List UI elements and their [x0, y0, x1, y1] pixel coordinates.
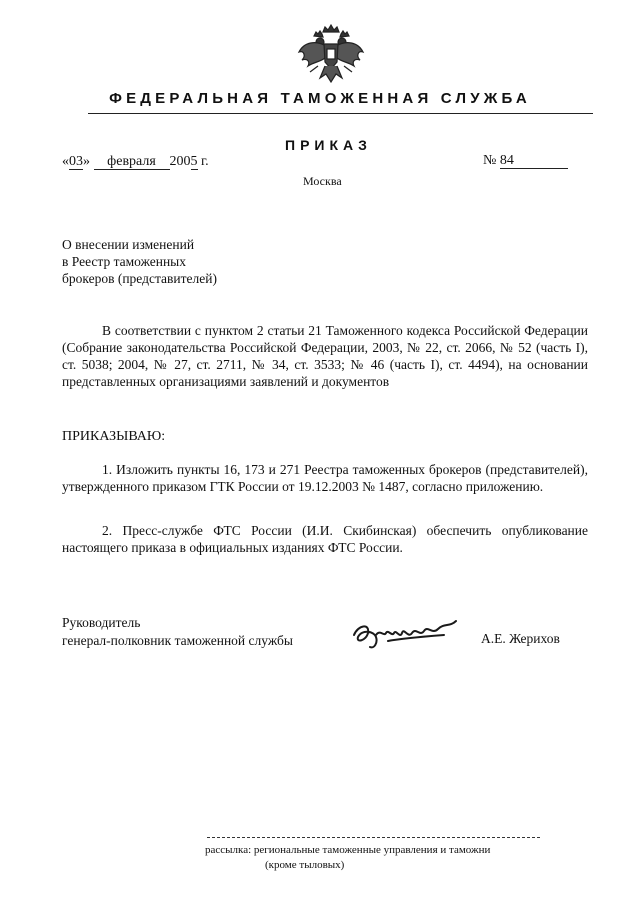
- signer-name: А.Е. Жерихов: [481, 631, 560, 646]
- order-date: «03» февраля 2005 г.: [62, 154, 209, 169]
- order-item-1: 1. Изложить пункты 16, 173 и 271 Реестра таможенных брокеров (представителей), утвержденного приказом ГТК России от 19.12.2003 № 1487, согласно приложению.: [62, 462, 588, 494]
- subject-line: О внесении изменений: [62, 237, 195, 252]
- agency-name: ФЕДЕРАЛЬНАЯ ТАМОЖЕННАЯ СЛУЖБА: [109, 90, 531, 107]
- subject-line: в Реестр таможенных: [62, 254, 187, 269]
- order-number: [483, 153, 568, 169]
- signer-title: [62, 614, 293, 650]
- date-month: февраля: [94, 155, 170, 170]
- city: Москва: [303, 174, 342, 188]
- number-value: 84: [500, 154, 568, 169]
- distribution-list: [205, 843, 550, 873]
- order-word: ПРИКАЗЫВАЮ:: [62, 429, 166, 444]
- order-item-2: 2. Пресс-службе ФТС России (И.И. Скибинская) обеспечить опубликование настоящего приказа в официальных изданиях ФТС России.: [62, 523, 588, 555]
- signer-title-line: генерал-полковник таможенной службы: [62, 633, 293, 648]
- date-year-prefix: 200: [169, 154, 191, 169]
- date-day: 03: [69, 154, 83, 169]
- signer-title-line: Руководитель: [62, 615, 141, 630]
- handwritten-signature: [348, 613, 466, 653]
- russian-coat-of-arms-icon: [296, 22, 366, 84]
- distribution-line: (кроме тыловых): [265, 859, 345, 871]
- order-subject: [62, 236, 217, 287]
- header-divider: [88, 113, 593, 114]
- date-year-digit: 5: [190, 154, 198, 169]
- distribution-line: рассылка: региональные таможенные управления и таможни: [205, 844, 491, 856]
- subject-line: брокеров (представителей): [62, 271, 217, 286]
- preamble-paragraph: В соответствии с пунктом 2 статьи 21 Таможенного кодекса Российской Федерации (Собрание законодательства Российской Федерации, 2003, № 22, ст. 2066, № 52 (часть I), ст. 5038; 2004, № 27, ст. 2711, № 34, ст. 3533; № 46 (часть I), ст. 4494), на основании представленных организациями заявлений и документов: [62, 323, 588, 389]
- distribution-divider: [207, 837, 540, 838]
- document-type: ПРИКАЗ: [285, 137, 372, 153]
- number-label: №: [483, 153, 497, 168]
- date-suffix: г.: [201, 154, 209, 169]
